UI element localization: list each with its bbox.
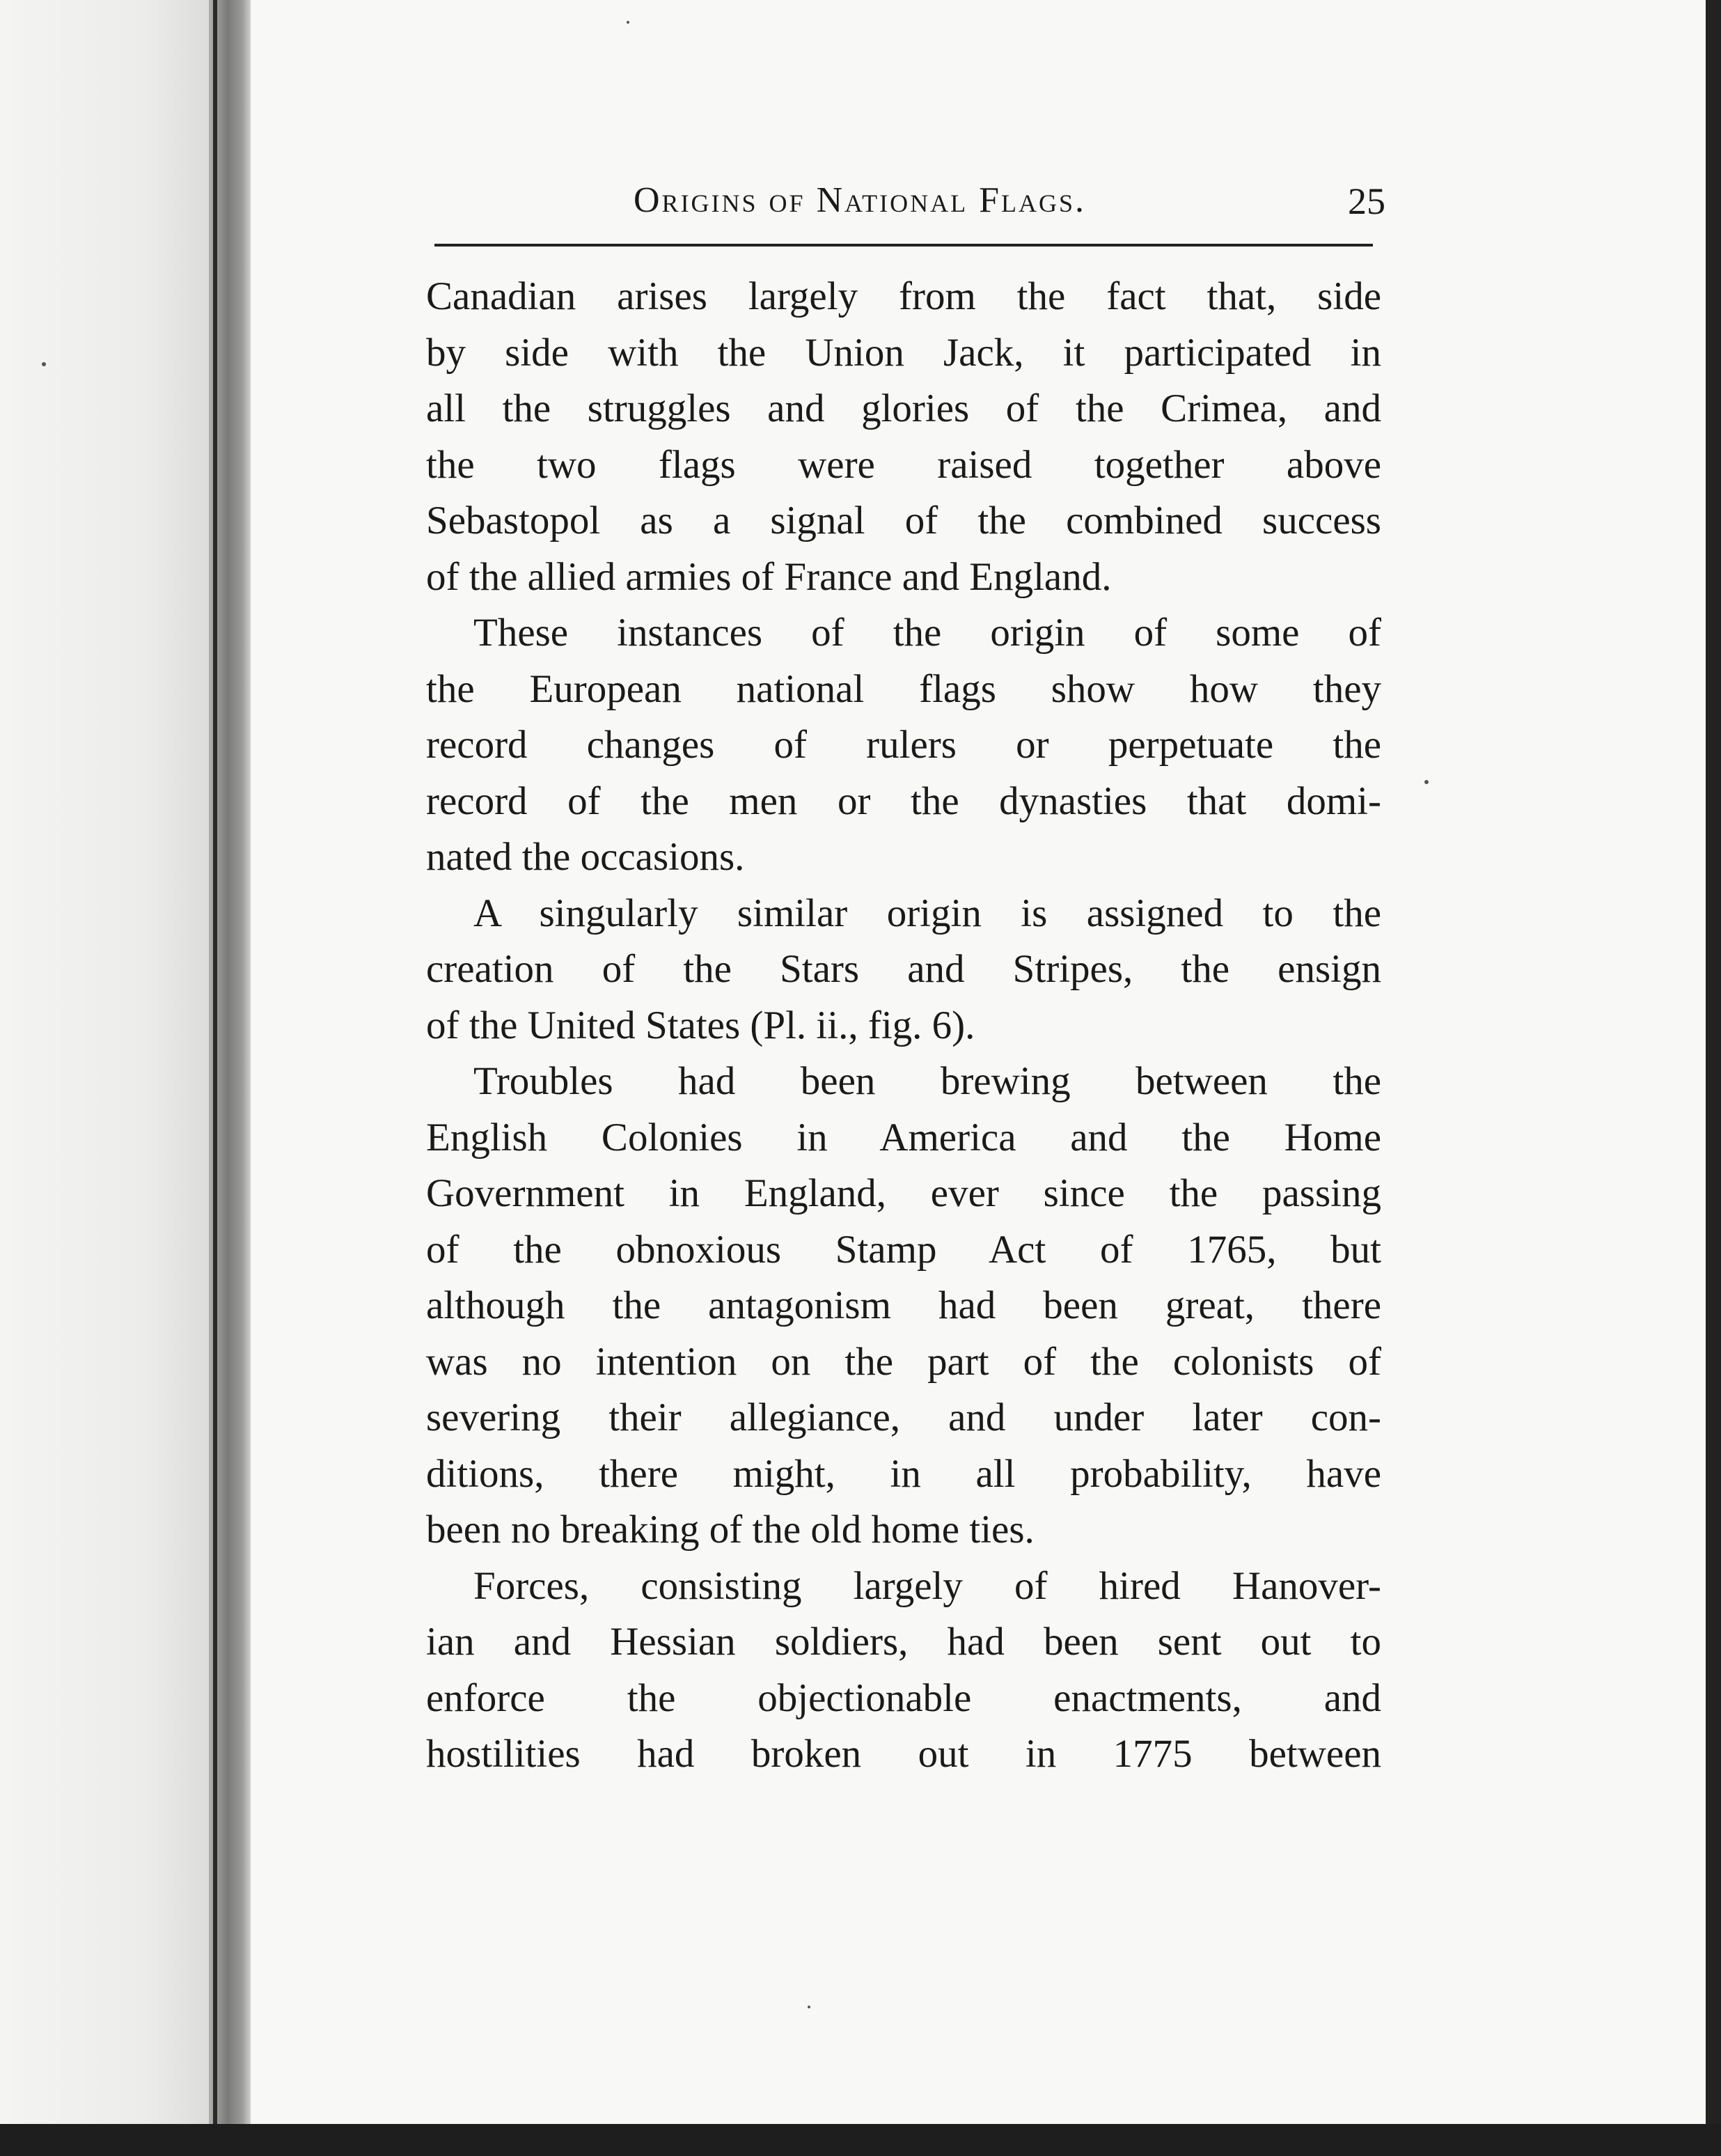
- text-line: the European national flags show how they: [426, 666, 1381, 711]
- text-line: severing their allegiance, and under later con-: [426, 1396, 1381, 1439]
- text-line: hostilities had broken out in 1775 between: [426, 1732, 1381, 1776]
- text-line: all the struggles and glories of the Crimea, and: [426, 386, 1381, 430]
- text-line: creation of the Stars and Stripes, the ensign: [426, 947, 1381, 991]
- paper-speck: [808, 2006, 810, 2008]
- text-line: These instances of the origin of some of: [473, 611, 1381, 655]
- text-line: Government in England, ever since the passing: [426, 1171, 1381, 1215]
- text-line: ian and Hessian soldiers, had been sent out to: [426, 1620, 1381, 1664]
- text-line: English Colonies in America and the Home: [426, 1115, 1381, 1159]
- text-line: nated the occasions.: [426, 835, 745, 879]
- text-line: Sebastopol as a signal of the combined success: [426, 499, 1381, 542]
- page-bottom-edge: [0, 2124, 1721, 2156]
- gutter-shadow-line: [213, 0, 217, 2156]
- running-title: Origins of National Flags.: [634, 180, 1087, 220]
- paper-speck: [42, 362, 46, 366]
- text-line: of the obnoxious Stamp Act of 1765, but: [426, 1227, 1381, 1272]
- text-line: of the United States (Pl. ii., fig. 6).: [426, 1003, 975, 1047]
- text-line: by side with the Union Jack, it participated in: [426, 330, 1381, 375]
- text-line: A singularly similar origin is assigned to the: [473, 891, 1381, 935]
- text-line: ditions, there might, in all probability, have: [426, 1451, 1381, 1496]
- page-number: 25: [1348, 180, 1385, 222]
- text-line: Canadian arises largely from the fact that, side: [426, 274, 1381, 318]
- paper-speck: [627, 21, 629, 24]
- body-text: [426, 269, 1381, 1783]
- text-line: been no breaking of the old home ties.: [426, 1508, 1035, 1552]
- text-line: Troubles had been brewing between the: [473, 1059, 1381, 1103]
- paper-speck: [1424, 780, 1429, 784]
- page-right-edge: [1706, 0, 1721, 2156]
- running-head: [432, 180, 1385, 235]
- text-line: the two flags were raised together above: [426, 442, 1381, 487]
- header-rule: [434, 244, 1373, 247]
- text-line: enforce the objectionable enactments, and: [426, 1675, 1381, 1720]
- text-line: although the antagonism had been great, there: [426, 1283, 1381, 1327]
- facing-page-margin: [0, 0, 209, 2156]
- text-line: record changes of rulers or perpetuate the: [426, 723, 1381, 767]
- text-line: Forces, consisting largely of hired Hanover-: [473, 1563, 1381, 1608]
- text-line: of the allied armies of France and England.: [426, 554, 1112, 599]
- text-line: record of the men or the dynasties that domi-: [426, 779, 1381, 823]
- text-line: was no intention on the part of the colonists of: [426, 1339, 1381, 1384]
